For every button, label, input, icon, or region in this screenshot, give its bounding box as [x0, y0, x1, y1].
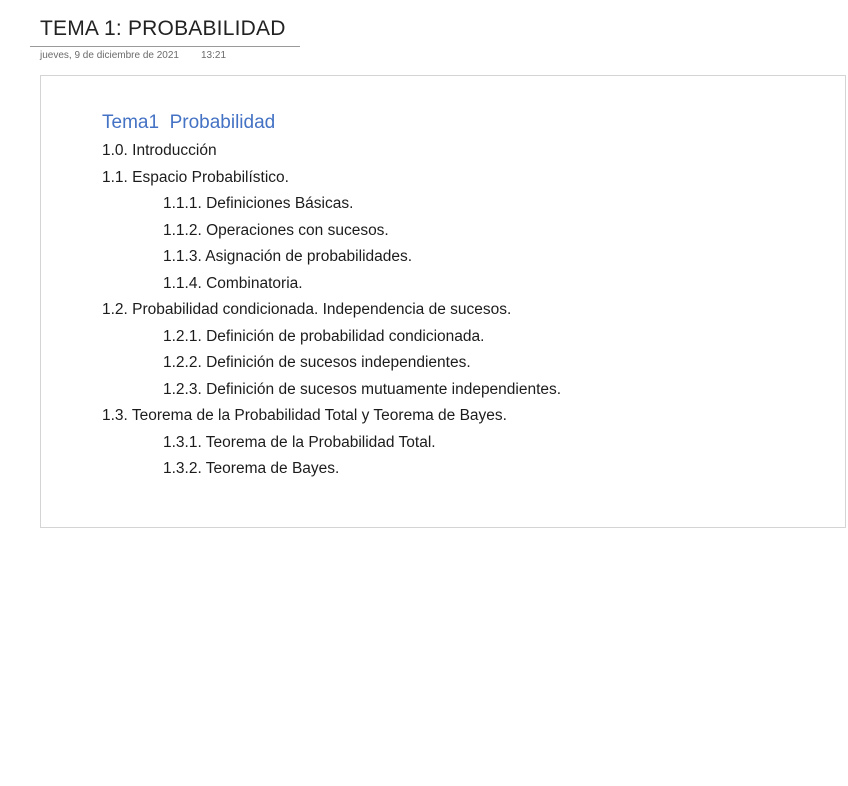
outline-item[interactable]: 1.2. Probabilidad condicionada. Independencia de sucesos. [102, 301, 512, 318]
outline-subitem[interactable]: 1.1.1. Definiciones Básicas. [163, 195, 354, 212]
page-time: 13:21 [200, 50, 227, 61]
note-container[interactable] [40, 75, 846, 528]
outline-item[interactable]: 1.1. Espacio Probabilístico. [102, 168, 289, 186]
outline-subitem[interactable]: 1.1.4. Combinatoria. [163, 274, 303, 292]
page-title[interactable]: TEMA 1: PROBABILIDAD [30, 14, 300, 47]
page-header [30, 14, 300, 61]
outline-item[interactable]: 1.3. Teorema de la Probabilidad Total y Teorema de Bayes. [102, 407, 507, 424]
outline-list [102, 138, 835, 483]
outline-subitem[interactable]: 1.3.1. Teorema de la Probabilidad Total. [163, 433, 436, 451]
outline-subitem[interactable]: 1.3.2. Teorema de Bayes. [163, 460, 340, 477]
outline-item[interactable]: 1.0. Introducción [102, 142, 217, 159]
outline-subitem[interactable]: 1.2.1. Definición de probabilidad condicionada. [163, 327, 485, 345]
outline-subitem[interactable]: 1.2.2. Definición de sucesos independientes. [163, 354, 471, 371]
page-date: jueves, 9 de diciembre de 2021 [40, 50, 179, 61]
outline-subitem[interactable]: 1.2.3. Definición de sucesos mutuamente independientes. [163, 380, 562, 398]
note-content [102, 110, 835, 483]
page-meta [30, 50, 300, 61]
note-heading[interactable]: Tema1 Probabilidad [102, 112, 276, 133]
outline-subitem[interactable]: 1.1.3. Asignación de probabilidades. [163, 248, 413, 265]
outline-subitem[interactable]: 1.1.2. Operaciones con sucesos. [163, 221, 389, 239]
